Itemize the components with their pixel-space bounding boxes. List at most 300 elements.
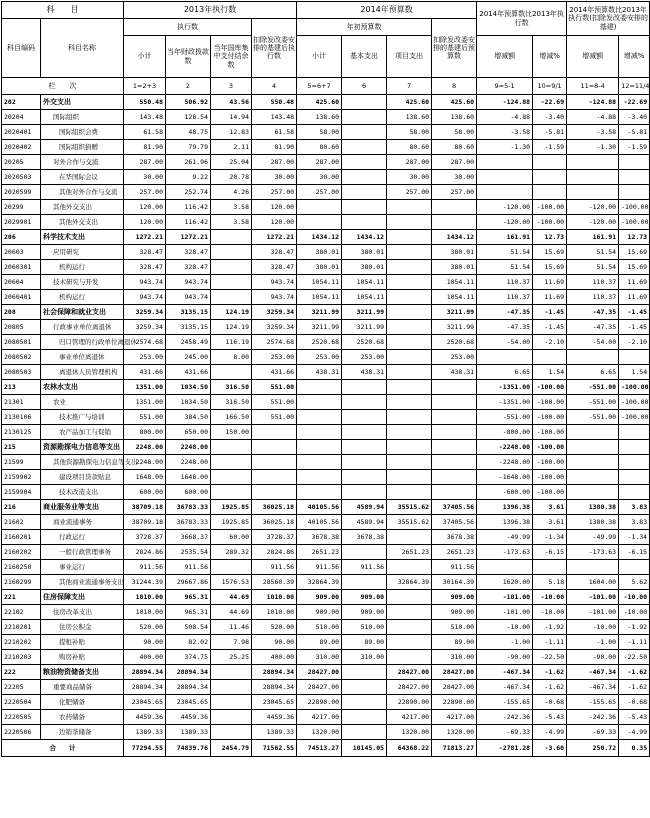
- total-value: 2454.79: [211, 740, 252, 757]
- value-cell: 138.60: [387, 110, 432, 125]
- value-cell: 909.00: [297, 590, 342, 605]
- value-cell: 28894.34: [166, 665, 211, 680]
- value-cell: -100.00: [533, 380, 567, 395]
- subject-name: 农业: [41, 395, 124, 410]
- subject-code: 2220506: [2, 725, 41, 740]
- value-cell: -2248.00: [477, 455, 533, 470]
- value-cell: 3211.99: [297, 320, 342, 335]
- value-cell: 943.74: [166, 275, 211, 290]
- value-cell: 143.48: [124, 110, 166, 125]
- value-cell: 3.61: [533, 500, 567, 515]
- header-exec-excl: 扣除发改委安排的基建后执行数: [252, 19, 297, 78]
- value-cell: -100.00: [533, 215, 567, 230]
- value-cell: -2.10: [533, 335, 567, 350]
- value-cell: [211, 455, 252, 470]
- value-cell: [533, 155, 567, 170]
- value-cell: [342, 125, 387, 140]
- value-cell: 38709.18: [124, 500, 166, 515]
- column-index: 3: [211, 78, 252, 95]
- value-cell: [342, 95, 387, 110]
- value-cell: [387, 350, 432, 365]
- table-row: [2, 695, 650, 710]
- value-cell: 3668.37: [166, 530, 211, 545]
- value-cell: 909.00: [297, 605, 342, 620]
- table-row: [2, 335, 650, 350]
- column-index: 1=2+3: [124, 78, 166, 95]
- value-cell: 1925.85: [211, 500, 252, 515]
- value-cell: [252, 485, 297, 500]
- value-cell: -120.00: [477, 200, 533, 215]
- table-row: [2, 350, 650, 365]
- value-cell: 20.78: [211, 170, 252, 185]
- value-cell: 943.74: [124, 275, 166, 290]
- value-cell: 911.56: [166, 560, 211, 575]
- table-row: [2, 380, 650, 395]
- value-cell: [342, 485, 387, 500]
- subject-name: 事业运行: [41, 560, 124, 575]
- value-cell: -47.35: [567, 305, 619, 320]
- value-cell: 116.19: [211, 335, 252, 350]
- value-cell: 110.37: [477, 290, 533, 305]
- value-cell: 22890.00: [387, 695, 432, 710]
- value-cell: [567, 485, 619, 500]
- value-cell: 82.02: [166, 635, 211, 650]
- value-cell: [619, 440, 650, 455]
- value-cell: 30164.39: [432, 575, 477, 590]
- table-row: [2, 275, 650, 290]
- subject-code: 2160201: [2, 530, 41, 545]
- value-cell: [342, 410, 387, 425]
- value-cell: 1054.11: [297, 290, 342, 305]
- value-cell: 9.22: [166, 170, 211, 185]
- subject-name: 建设项目贷款贴息: [41, 470, 124, 485]
- header-compare-2013-excl: 2014年预算数比2013年执行数(扣除发改委安排的基建): [567, 2, 650, 36]
- value-cell: 1389.33: [124, 725, 166, 740]
- value-cell: 911.56: [432, 560, 477, 575]
- subject-code: 2220505: [2, 710, 41, 725]
- value-cell: [477, 560, 533, 575]
- value-cell: 3.83: [619, 500, 650, 515]
- value-cell: -1.92: [619, 620, 650, 635]
- value-cell: -100.00: [619, 200, 650, 215]
- value-cell: 911.56: [342, 560, 387, 575]
- value-cell: -1.59: [533, 140, 567, 155]
- value-cell: 551.00: [252, 380, 297, 395]
- value-cell: -1351.00: [477, 395, 533, 410]
- value-cell: 2574.68: [252, 335, 297, 350]
- value-cell: 28427.00: [297, 680, 342, 695]
- subject-code: 202: [2, 95, 41, 110]
- value-cell: 3728.37: [252, 530, 297, 545]
- header-budget-small: 小计: [297, 36, 342, 78]
- value-cell: 28427.00: [432, 665, 477, 680]
- subject-code: 20204: [2, 110, 41, 125]
- value-cell: 38709.18: [124, 515, 166, 530]
- value-cell: [432, 200, 477, 215]
- subject-code: 2210203: [2, 650, 41, 665]
- value-cell: 37405.56: [432, 515, 477, 530]
- table-row: [2, 305, 650, 320]
- value-cell: [211, 275, 252, 290]
- value-cell: -47.35: [567, 320, 619, 335]
- total-value: -2781.28: [477, 740, 533, 757]
- value-cell: 1010.00: [252, 605, 297, 620]
- subject-name: 归口管理的行政单位离退休: [41, 335, 124, 350]
- table-row: [2, 485, 650, 500]
- value-cell: -1.62: [619, 665, 650, 680]
- subject-code: 20604: [2, 275, 41, 290]
- value-cell: -6.15: [533, 545, 567, 560]
- value-cell: -551.00: [567, 410, 619, 425]
- value-cell: 328.47: [166, 245, 211, 260]
- value-cell: 1.54: [619, 365, 650, 380]
- value-cell: 120.00: [252, 200, 297, 215]
- subject-code: 2160299: [2, 575, 41, 590]
- subject-name: 商业流通事务: [41, 515, 124, 530]
- value-cell: [619, 470, 650, 485]
- value-cell: 1380.38: [567, 500, 619, 515]
- value-cell: 3728.37: [124, 530, 166, 545]
- value-cell: 35515.62: [387, 515, 432, 530]
- value-cell: 28894.34: [124, 680, 166, 695]
- value-cell: 245.00: [166, 350, 211, 365]
- value-cell: [211, 665, 252, 680]
- value-cell: 1434.12: [297, 230, 342, 245]
- subject-name: 社会保障和就业支出: [41, 305, 124, 320]
- table-row: [2, 620, 650, 635]
- value-cell: 253.00: [124, 350, 166, 365]
- value-cell: [387, 530, 432, 545]
- subject-name: 住房保障支出: [41, 590, 124, 605]
- value-cell: [387, 650, 432, 665]
- value-cell: [567, 185, 619, 200]
- value-cell: [387, 485, 432, 500]
- value-cell: 2535.54: [166, 545, 211, 560]
- table-row: [2, 500, 650, 515]
- table-row: [2, 635, 650, 650]
- table-row: [2, 170, 650, 185]
- subject-name: 技术研究与开发: [41, 275, 124, 290]
- value-cell: -101.00: [567, 590, 619, 605]
- value-cell: 5.62: [619, 575, 650, 590]
- table-row: [2, 710, 650, 725]
- value-cell: 1054.11: [432, 275, 477, 290]
- value-cell: 120.00: [252, 215, 297, 230]
- value-cell: 909.00: [432, 590, 477, 605]
- table-row: [2, 425, 650, 440]
- value-cell: 520.00: [252, 620, 297, 635]
- value-cell: 150.00: [211, 425, 252, 440]
- value-cell: 15.69: [533, 260, 567, 275]
- value-cell: 3211.99: [297, 305, 342, 320]
- total-value: -3.60: [533, 740, 567, 757]
- value-cell: 37405.56: [432, 500, 477, 515]
- value-cell: 4217.00: [432, 710, 477, 725]
- value-cell: 116.42: [166, 215, 211, 230]
- table-row: [2, 410, 650, 425]
- value-cell: 510.00: [297, 620, 342, 635]
- value-cell: 1396.38: [477, 500, 533, 515]
- value-cell: -1.62: [619, 680, 650, 695]
- value-cell: [619, 155, 650, 170]
- value-cell: -101.00: [567, 605, 619, 620]
- value-cell: 12.73: [533, 230, 567, 245]
- value-cell: [297, 395, 342, 410]
- table-row: [2, 260, 650, 275]
- value-cell: [297, 470, 342, 485]
- value-cell: 44.69: [211, 590, 252, 605]
- value-cell: [297, 410, 342, 425]
- value-cell: 911.56: [297, 560, 342, 575]
- value-cell: [211, 470, 252, 485]
- value-cell: 58.00: [432, 125, 477, 140]
- value-cell: 1272.21: [124, 230, 166, 245]
- value-cell: [432, 455, 477, 470]
- header-2013-exec: 2013年执行数: [124, 2, 297, 19]
- value-cell: -155.65: [477, 695, 533, 710]
- value-cell: 310.00: [432, 650, 477, 665]
- value-cell: 60.00: [211, 530, 252, 545]
- value-cell: 1054.11: [342, 290, 387, 305]
- value-cell: 3.58: [211, 200, 252, 215]
- value-cell: 30.00: [297, 170, 342, 185]
- value-cell: 2651.23: [432, 545, 477, 560]
- value-cell: 143.48: [252, 110, 297, 125]
- value-cell: [252, 440, 297, 455]
- subject-code: 216: [2, 500, 41, 515]
- value-cell: 3135.15: [166, 305, 211, 320]
- subject-name: 其他外交支出: [41, 215, 124, 230]
- value-cell: -69.33: [567, 725, 619, 740]
- value-cell: 380.01: [297, 245, 342, 260]
- value-cell: 438.31: [342, 365, 387, 380]
- value-cell: -467.34: [567, 680, 619, 695]
- value-cell: 911.56: [252, 560, 297, 575]
- value-cell: 15.69: [533, 245, 567, 260]
- value-cell: 36025.18: [252, 515, 297, 530]
- subject-code: 2080502: [2, 350, 41, 365]
- value-cell: 909.00: [432, 605, 477, 620]
- value-cell: [342, 395, 387, 410]
- table-row: [2, 155, 650, 170]
- subject-code: 2160202: [2, 545, 41, 560]
- subject-name: 技术推广与培训: [41, 410, 124, 425]
- header-budget-excl: 扣除发改委安排的基建后预算数: [432, 19, 477, 78]
- value-cell: -1.30: [477, 140, 533, 155]
- value-cell: -0.68: [619, 695, 650, 710]
- value-cell: -10.00: [533, 590, 567, 605]
- value-cell: -242.36: [567, 710, 619, 725]
- value-cell: [432, 470, 477, 485]
- value-cell: -22.69: [533, 95, 567, 110]
- value-cell: 1320.00: [387, 725, 432, 740]
- value-cell: 909.00: [342, 590, 387, 605]
- value-cell: 1054.11: [297, 275, 342, 290]
- total-value: 74839.76: [166, 740, 211, 757]
- value-cell: 965.31: [166, 590, 211, 605]
- value-cell: 2520.68: [297, 335, 342, 350]
- value-cell: 3678.38: [297, 530, 342, 545]
- value-cell: [342, 110, 387, 125]
- value-cell: 28894.34: [252, 665, 297, 680]
- value-cell: -3.40: [533, 110, 567, 125]
- value-cell: [297, 215, 342, 230]
- value-cell: -1.30: [567, 140, 619, 155]
- value-cell: [432, 380, 477, 395]
- value-cell: 90.00: [252, 635, 297, 650]
- value-cell: -100.00: [619, 215, 650, 230]
- value-cell: [387, 365, 432, 380]
- value-cell: 1010.00: [124, 605, 166, 620]
- value-cell: 120.00: [124, 215, 166, 230]
- value-cell: 28427.00: [387, 680, 432, 695]
- total-value: 0.35: [619, 740, 650, 757]
- column-index: 7: [387, 78, 432, 95]
- subject-name: 外交支出: [41, 95, 124, 110]
- total-label: 合 计: [2, 740, 124, 757]
- value-cell: -173.63: [477, 545, 533, 560]
- value-cell: 431.66: [124, 365, 166, 380]
- value-cell: 253.00: [342, 350, 387, 365]
- table-row: [2, 320, 650, 335]
- value-cell: [342, 545, 387, 560]
- value-cell: 1034.50: [166, 380, 211, 395]
- value-cell: 11.69: [619, 290, 650, 305]
- subject-code: 215: [2, 440, 41, 455]
- value-cell: 166.50: [211, 410, 252, 425]
- subject-name: 行政运行: [41, 530, 124, 545]
- value-cell: [297, 440, 342, 455]
- value-cell: 138.60: [297, 110, 342, 125]
- value-cell: 252.74: [166, 185, 211, 200]
- value-cell: 600.00: [166, 485, 211, 500]
- value-cell: -10.00: [567, 620, 619, 635]
- value-cell: 287.00: [124, 155, 166, 170]
- value-cell: 3678.38: [342, 530, 387, 545]
- value-cell: 43.56: [211, 95, 252, 110]
- total-value: 77294.55: [124, 740, 166, 757]
- value-cell: 6.65: [477, 365, 533, 380]
- value-cell: 1010.00: [124, 590, 166, 605]
- subject-code: 208: [2, 305, 41, 320]
- value-cell: 28427.00: [297, 665, 342, 680]
- value-cell: 1351.00: [124, 395, 166, 410]
- value-cell: 80.60: [432, 140, 477, 155]
- value-cell: 1.54: [533, 365, 567, 380]
- value-cell: -5.43: [533, 710, 567, 725]
- value-cell: [342, 140, 387, 155]
- value-cell: [567, 560, 619, 575]
- subject-code: 2020402: [2, 140, 41, 155]
- subject-name: 其他外交支出: [41, 200, 124, 215]
- value-cell: -54.00: [477, 335, 533, 350]
- value-cell: [297, 455, 342, 470]
- subject-code: 2060301: [2, 260, 41, 275]
- value-cell: 909.00: [342, 605, 387, 620]
- value-cell: 384.50: [166, 410, 211, 425]
- column-index: 6: [342, 78, 387, 95]
- value-cell: [297, 425, 342, 440]
- value-cell: 30.00: [387, 170, 432, 185]
- value-cell: 550.48: [124, 95, 166, 110]
- column-index: 4: [252, 78, 297, 95]
- value-cell: [567, 170, 619, 185]
- value-cell: 80.60: [387, 140, 432, 155]
- value-cell: [297, 380, 342, 395]
- value-cell: 51.54: [567, 260, 619, 275]
- value-cell: 1389.33: [166, 725, 211, 740]
- table-row: [2, 575, 650, 590]
- subject-name: 机构运行: [41, 290, 124, 305]
- value-cell: 2248.00: [124, 440, 166, 455]
- value-cell: -54.00: [567, 335, 619, 350]
- value-cell: 58.00: [297, 125, 342, 140]
- value-cell: -1351.00: [477, 380, 533, 395]
- value-cell: 2520.68: [432, 335, 477, 350]
- value-cell: 30.00: [252, 170, 297, 185]
- value-cell: 124.19: [211, 320, 252, 335]
- value-cell: 400.00: [124, 650, 166, 665]
- header-name: 科目名称: [41, 19, 124, 78]
- value-cell: [342, 425, 387, 440]
- value-cell: 425.60: [387, 95, 432, 110]
- value-cell: 11.69: [533, 290, 567, 305]
- subject-name: 农产品加工与促销: [41, 425, 124, 440]
- value-cell: [211, 440, 252, 455]
- value-cell: 1396.38: [477, 515, 533, 530]
- table-row: [2, 470, 650, 485]
- value-cell: 289.32: [211, 545, 252, 560]
- value-cell: 14.94: [211, 110, 252, 125]
- value-cell: -1.34: [619, 530, 650, 545]
- value-cell: [252, 470, 297, 485]
- value-cell: 30.00: [124, 170, 166, 185]
- value-cell: 1272.21: [252, 230, 297, 245]
- value-cell: [211, 695, 252, 710]
- value-cell: 943.74: [124, 290, 166, 305]
- value-cell: -100.00: [533, 470, 567, 485]
- value-cell: 1434.12: [432, 230, 477, 245]
- value-cell: [342, 215, 387, 230]
- value-cell: [477, 185, 533, 200]
- column-index: 10=9/1: [533, 78, 567, 95]
- value-cell: -101.00: [477, 605, 533, 620]
- value-cell: -1.45: [619, 320, 650, 335]
- value-cell: -100.00: [533, 410, 567, 425]
- value-cell: 1648.00: [166, 470, 211, 485]
- subject-name: 事业单位离退休: [41, 350, 124, 365]
- subject-name: 其他商业流通事务支出: [41, 575, 124, 590]
- value-cell: [342, 380, 387, 395]
- value-cell: 116.42: [166, 200, 211, 215]
- value-cell: 551.00: [252, 410, 297, 425]
- value-cell: 120.00: [124, 200, 166, 215]
- value-cell: -1.11: [619, 635, 650, 650]
- subject-code: 2210202: [2, 635, 41, 650]
- value-cell: [342, 455, 387, 470]
- value-cell: 310.00: [297, 650, 342, 665]
- table-row: [2, 665, 650, 680]
- value-cell: [477, 350, 533, 365]
- subject-name: 商业服务业等支出: [41, 500, 124, 515]
- value-cell: 28894.34: [124, 665, 166, 680]
- value-cell: [567, 425, 619, 440]
- column-index: 2: [166, 78, 211, 95]
- subject-name: 购房补贴: [41, 650, 124, 665]
- value-cell: 600.00: [124, 485, 166, 500]
- header-subject-group: 科 目: [2, 2, 124, 19]
- value-cell: [387, 275, 432, 290]
